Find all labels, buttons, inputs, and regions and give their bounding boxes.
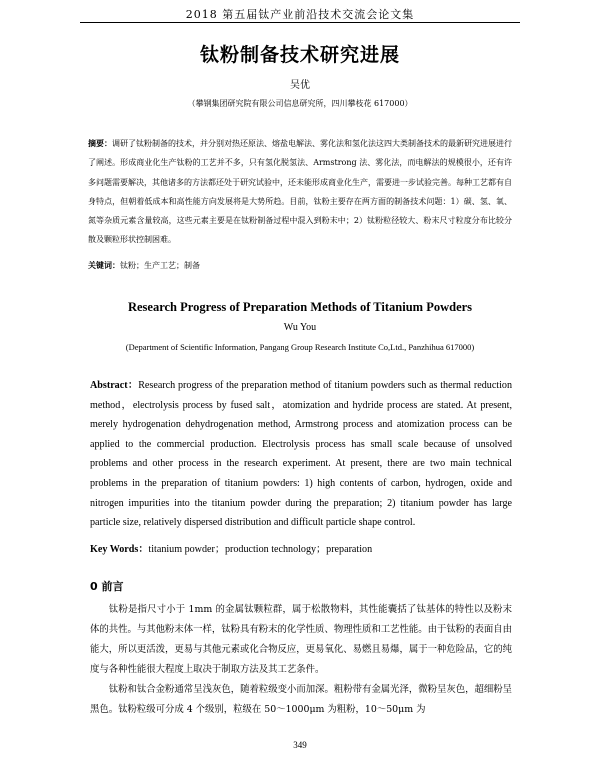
english-abstract-label: Abstract： (90, 380, 139, 391)
english-abstract (90, 376, 512, 533)
english-keywords-text: titanium powder；production technology；preparation (148, 544, 373, 555)
english-author: Wu You (283, 322, 317, 333)
chinese-abstract-label: 摘要： (88, 139, 112, 148)
english-keywords-label: Key Words： (90, 544, 149, 555)
section-heading: 0 前言 (90, 580, 124, 593)
page-number: 349 (293, 740, 307, 750)
chinese-keywords-text: 钛粉；生产工艺；制备 (120, 261, 200, 270)
chinese-abstract (88, 134, 512, 250)
english-abstract-text: Research progress of the preparation method of titanium powders such as thermal reduction method，electrolysis process by fused salt，atomization and hydride process are stated. At present, merely hydrogenation dehydrogenation method, Armstrong process and atomization process can be applied to the commercial production. Electrolysis process has small scale because of unsolved problems and other process in the research experiment. At present, there are two main technical problems in the preparation of titanium powders: 1) high contents of carbon, hydrogen, oxide and nitrogen impurities into the titanium powder during the preparation; 2) titanium powder has large particle size, relatively dispersed distribution and difficult particle shape control. (90, 380, 512, 529)
english-keywords (90, 540, 512, 555)
english-affiliation: (Department of Scientific Information, Pangang Group Research Institute Co,Ltd., Panzhihua 617000) (125, 342, 475, 352)
chinese-keywords (88, 260, 512, 271)
chinese-author: 吴优 (290, 80, 310, 91)
body-paragraph: 钛粉和钛合金粉通常呈浅灰色，随着粒级变小而加深。粗粉带有金属光泽，微粉呈灰色，超细粉呈黑色。钛粉粒级可分成 4 个级别，粒级在 50～1000μm 为粗粉，10～50μm 为 (90, 684, 512, 716)
chinese-title: 钛粉制备技术研究进展 (199, 44, 400, 66)
chinese-affiliation: （攀钢集团研究院有限公司信息研究所，四川攀枝花 617000） (187, 99, 413, 108)
english-title: Research Progress of Preparation Methods of Titanium Powders (127, 300, 473, 314)
chinese-abstract-text: 调研了钛粉制备的技术，并分别对热还原法、熔盐电解法、雾化法和氢化法这四大类制备技术的最新研究进展进行了阐述。形成商业化生产钛粉的工艺并不多，只有氢化脱氢法、Armstrong 法、雾化法，而电解法的规模很小，还有许多问题需要解决，其他诸多的方法都还处于研究试验中，还未能形成商业化生产，需要进一步试验完善。每种工艺都有自身特点，但朝着低成本和高性能方向发展将是大势所趋。目前，钛粉主要存在两方面的制备技术问题：1）碳、氢、氧、氮等杂质元素含量较高，这些元素主要是在钛粉制备过程中混入到粉末中；2）钛粉粒径较大、粉末尺寸粒度分布比较分散及颗粒形状控制困难。 (88, 139, 512, 245)
running-header: 2018 第五届钛产业前沿技术交流会论文集 (185, 8, 415, 21)
section-body (90, 600, 512, 721)
header-rule (80, 22, 520, 23)
body-paragraph: 钛粉是指尺寸小于 1mm 的金属钛颗粒群，属于松散物料，其性能囊括了钛基体的特性以及粉末体的共性。与其他粉末体一样，钛粉具有粉末的化学性质、物理性质和工艺性能。由于钛粉的表面自由能大，所以更活泼，更易与其他元素或化合物反应，更易氧化、易燃且易爆，属于一种危险品，它的纯度与各种性能很大程度上取决于制取方法及其工艺条件。 (90, 604, 512, 676)
chinese-keywords-label: 关键词： (88, 261, 120, 270)
